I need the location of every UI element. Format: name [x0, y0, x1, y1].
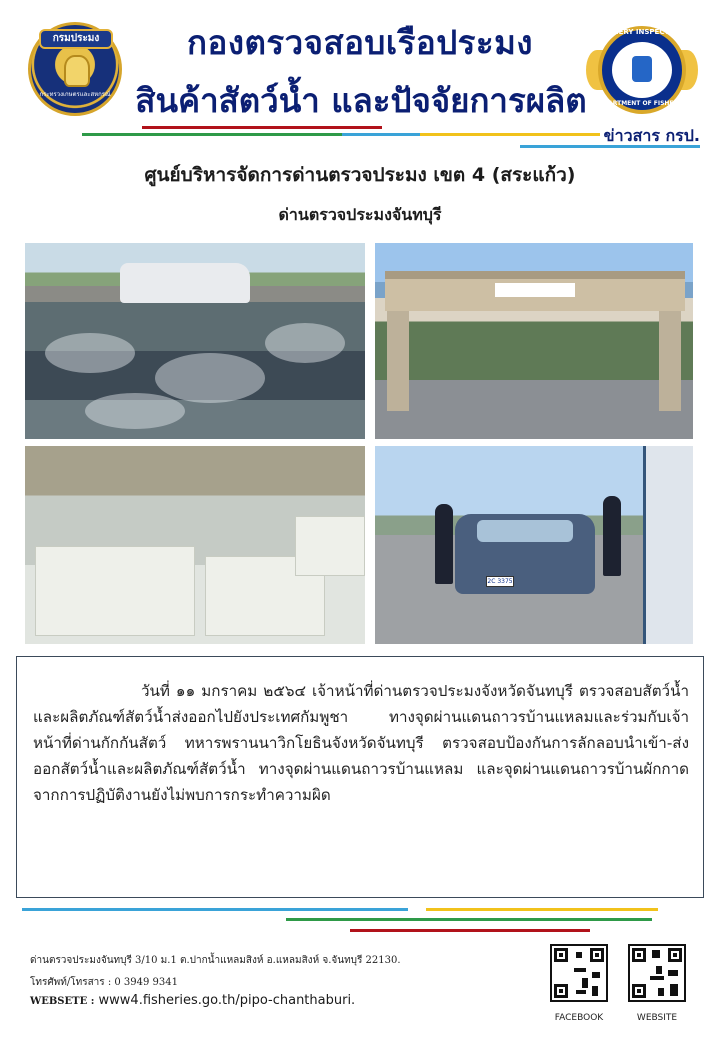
divider-red — [142, 126, 382, 129]
qr-dot — [574, 968, 586, 972]
footer-divider-red — [350, 929, 590, 932]
logo-badge: กรมประมง — [39, 29, 113, 49]
logo-top-text: FISHERY INSPECTION — [600, 28, 684, 36]
fishery-inspection-logo — [586, 20, 698, 120]
qr-dot — [576, 952, 582, 958]
photo-box — [35, 546, 195, 636]
page-title-line2: สินค้าสัตว์น้ำ และปัจจัยการผลิต — [135, 81, 587, 120]
qr-corner — [668, 948, 682, 962]
photo-checkpoint-post — [643, 446, 693, 644]
qr-dot — [652, 950, 660, 958]
photo-border-gate — [375, 243, 693, 439]
qr-dot — [592, 986, 598, 996]
photo-gate-pillar — [659, 311, 681, 411]
website-label: WEBSETE : — [30, 996, 95, 1007]
qr-dot — [592, 972, 600, 978]
photo-box — [295, 516, 365, 576]
footer-divider-yellow — [426, 908, 658, 911]
news-content-box — [16, 656, 704, 898]
section-subtitle: ด่านตรวจประมงจันทบุรี — [278, 205, 442, 224]
qr-dot — [650, 976, 664, 980]
page-title-line1: กองตรวจสอบเรือประมง — [187, 23, 533, 62]
qr-dot — [582, 978, 588, 988]
logo-inner — [612, 42, 672, 98]
divider-yellow — [420, 133, 600, 136]
website-qr-code[interactable] — [628, 944, 686, 1002]
divider-blue — [342, 133, 422, 136]
website-url[interactable]: www4.fisheries.go.th/pipo-chanthaburi. — [98, 993, 356, 1008]
photo-gate-pillar — [387, 311, 409, 411]
photo-fish-bag — [45, 333, 135, 373]
photo-gate-roof — [385, 271, 685, 311]
qr-dot — [668, 970, 678, 976]
website-qr-label: WEBSITE — [636, 1013, 678, 1023]
photo-fish-bag — [265, 323, 345, 363]
qr-dot — [656, 966, 662, 974]
facebook-qr-label: FACEBOOK — [554, 1013, 604, 1023]
department-of-fisheries-logo — [28, 22, 122, 116]
photo-license-plate: 2C 3375 — [487, 578, 513, 585]
facebook-qr-code[interactable] — [550, 944, 608, 1002]
qr-corner — [590, 948, 604, 962]
divider-blue-right — [520, 145, 700, 148]
footer-website — [30, 993, 355, 1008]
footer-phone: โทรศัพท์/โทรสาร : 0 3949 9341 — [30, 977, 179, 988]
photo-vehicle-checkpoint — [375, 446, 693, 644]
photo-fish-inspection — [25, 243, 365, 439]
footer-divider-green — [286, 918, 652, 921]
qr-corner — [632, 948, 646, 962]
qr-corner — [554, 948, 568, 962]
divider-green — [82, 133, 342, 136]
photo-fish-bag — [155, 353, 265, 403]
photo-van — [120, 263, 250, 303]
footer-address: ด่านตรวจประมงจันทบุรี 3/10 ม.1 ต.ปากน้ำแหลมสิงห์ อ.แหลมสิงห์ จ.จันทบุรี 22130. — [30, 955, 401, 966]
photo-car — [455, 514, 595, 594]
logo-emblem — [64, 55, 90, 87]
photo-cargo-boxes — [25, 446, 365, 644]
section-title: ศูนย์บริหารจัดการด่านตรวจประมง เขต 4 (สระแก้ว) — [144, 164, 576, 186]
photo-officer — [603, 496, 621, 576]
news-paragraph: วันที่ ๑๑ มกราคม ๒๕๖๔ เจ้าหน้าที่ด่านตรวจประมงจังหวัดจันทบุรี ตรวจสอบสัตว์น้ำและผลิตภัณฑ์สัตว์น้ำส่งออกไปยังประเทศกัมพูชา ทางจุดผ่านแดนถาวรบ้านแหลมและร่วมกับเจ้าหน้าที่ด่านกักกันสัตว์ ทหารพรานนาวิกโยธินจังหวัดจันทบุรี ตรวจสอบป้องกันการลักลอบนำเข้า-ส่งออกสัตว์น้ำและผลิตภัณฑ์สัตว์น้ำ ทางจุดผ่านแดนถาวรบ้านแหลม และจุดผ่านแดนถาวรบ้านผักกาด จากการปฏิบัติงานยังไม่พบการกระทำความผิด — [33, 682, 689, 804]
qr-corner — [554, 984, 568, 998]
photo-officer — [435, 504, 453, 584]
logo-ring-text: กระทรวงเกษตรและสหกรณ์ — [39, 91, 111, 98]
footer-divider-blue — [22, 908, 408, 911]
qr-dot — [670, 984, 678, 996]
qr-dot — [576, 990, 586, 994]
photo-fish-bag — [85, 393, 185, 429]
qr-corner — [632, 984, 646, 998]
logo-bottom-text: DEPARTMENT OF FISHERIES — [595, 100, 689, 107]
news-label: ข่าวสาร กรป. — [603, 126, 700, 145]
qr-dot — [658, 988, 664, 996]
